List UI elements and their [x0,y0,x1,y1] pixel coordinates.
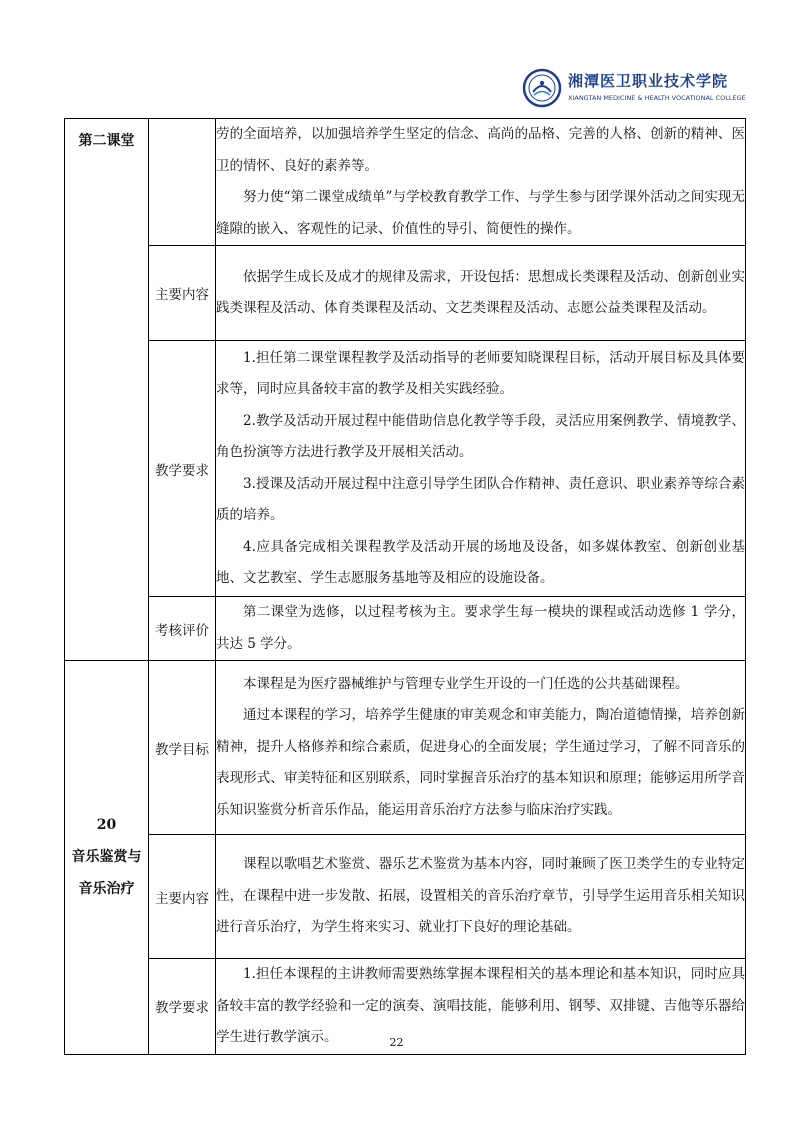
table-row [65,341,746,597]
row-label: 考核评价 [149,597,216,661]
row-label: 教学目标 [149,661,216,835]
table-row [65,835,746,959]
requirements-cell [216,341,746,597]
row-label: 教学要求 [149,341,216,597]
goals-cell [216,661,746,835]
row-label: 主要内容 [149,835,216,959]
row-label: 教学要求 [149,959,216,1055]
college-logo [522,66,746,112]
empty-label-cell [149,119,216,246]
requirement-paragraph: 3.授课及活动开展过程中注意引导学生团队合作精神、责任意识、职业素养等综合素质的培养。 [216,475,745,523]
table-row [65,597,746,661]
course-name-cell [65,119,149,661]
logo-chinese-name: 湘潭医卫职业技术学院 [568,72,729,90]
evaluation-cell [216,597,746,661]
table-row [65,119,746,246]
college-emblem-icon [522,68,562,108]
course-name: 音乐鉴赏与 [71,849,142,866]
table-row [65,661,746,835]
course-name: 音乐治疗 [78,881,135,898]
requirement-paragraph: 4.应具备完成相关课程教学及活动开展的场地及设备，如多媒体教室、创新创业基地、文艺教室、学生志愿服务基地等及相应的设施设备。 [216,538,745,586]
logo-english-name: XIANGTAN MEDICINE & HEALTH VOCATIONAL COLLEGE [568,94,746,102]
goal-paragraph: 通过本课程的学习，培养学生健康的审美观念和审美能力，陶冶道德情操，培养创新精神，提升人格修养和综合素质，促进身心的全面发展；学生通过学习，了解不同音乐的表现形式、审美特征和区别联系，同时掌握音乐治疗的基本知识和原理；能够运用所学音乐知识鉴赏分析音乐作品，能运用音乐治疗方法参与临床治疗实践。 [216,707,745,818]
requirement-paragraph: 2.教学及活动开展过程中能借助信息化教学等手段，灵活应用案例教学、情境教学、角色扮演等方法进行教学及开展相关活动。 [216,412,745,460]
course-name: 第二课堂 [78,133,135,149]
content-paragraph: 课程以歌唱艺术鉴赏、器乐艺术鉴赏为基本内容，同时兼顾了医卫类学生的专业特定性，在课程中进一步发散、拓展，设置相关的音乐治疗章节，引导学生运用音乐相关知识进行音乐治疗，为学生将来实习、就业打下良好的理论基础。 [216,856,745,936]
intro-paragraph: 努力使“第二课堂成绩单”与学校教育教学工作、与学生参与团学课外活动之间实现无缝隙的嵌入、客观性的记录、价值性的导引、简便性的操作。 [216,189,745,237]
table-row [65,246,746,341]
content-cell [216,246,746,341]
content-cell [216,835,746,959]
course-number: 20 [96,817,117,834]
intro-paragraph: 劳的全面培养，以加强培养学生坚定的信念、高尚的品格、完善的人格、创新的精神、医卫的情怀、良好的素养等。 [216,126,745,174]
evaluation-paragraph: 第二课堂为选修，以过程考核为主。要求学生每一模块的课程或活动选修 1 学分，共达 5 学分。 [216,604,745,652]
content-paragraph: 依据学生成长及成才的规律及需求，开设包括：思想成长类课程及活动、创新创业实践类课程及活动、体育类课程及活动、文艺类课程及活动、志愿公益类课程及活动。 [216,268,745,316]
course-table [64,118,746,1055]
page-number: 22 [389,1036,404,1049]
course-name-cell [65,661,149,1055]
requirement-paragraph: 1.担任本课程的主讲教师需要熟练掌握本课程相关的基本理论和基本知识，同时应具备较丰富的教学经验和一定的演奏、演唱技能，能够利用、钢琴、双排键、吉他等乐器给学生进行教学演示。 [216,966,745,1045]
intro-cell [216,119,746,246]
row-label: 主要内容 [149,246,216,341]
requirement-paragraph: 1.担任第二课堂课程教学及活动指导的老师要知晓课程目标，活动开展目标及具体要求等，同时应具备较丰富的教学及相关实践经验。 [216,349,745,397]
goal-paragraph: 本课程是为医疗器械维护与管理专业学生开设的一门任选的公共基础课程。 [243,675,689,692]
